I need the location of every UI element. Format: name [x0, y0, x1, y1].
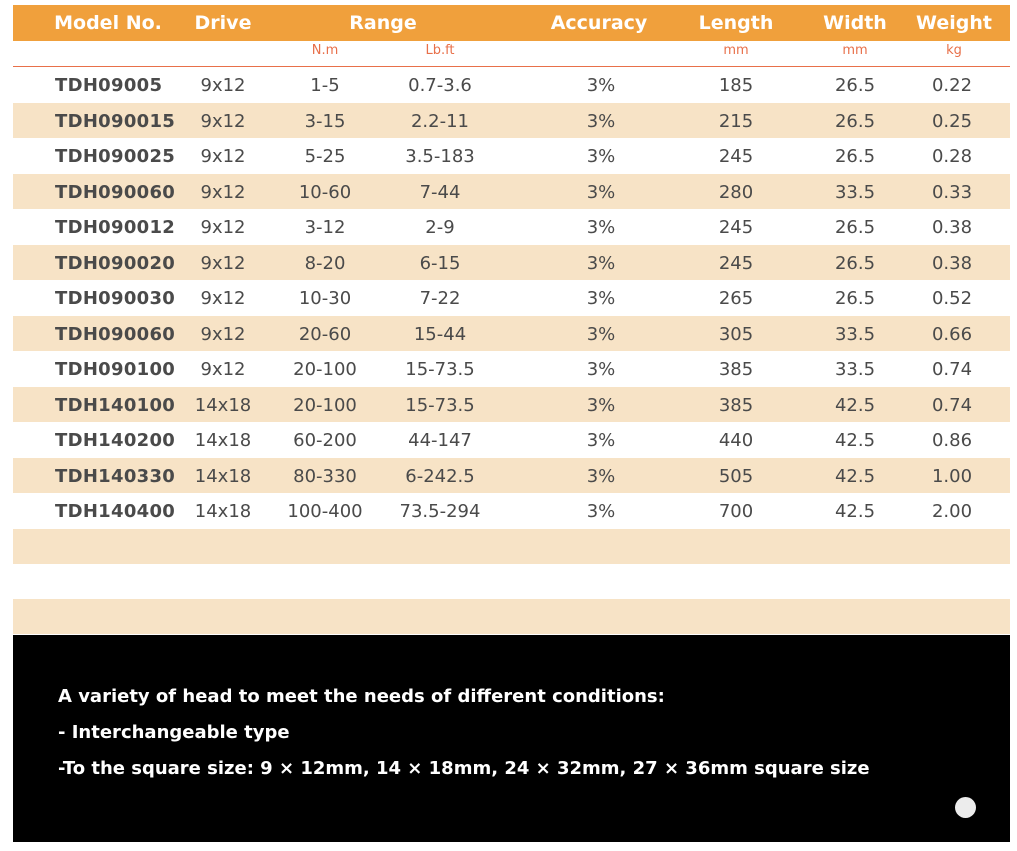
header-model: Model No. — [54, 12, 162, 34]
unit-row — [13, 41, 1010, 67]
cell-weight: 0.38 — [931, 217, 973, 238]
cell-model: TDH140200 — [55, 430, 176, 451]
cell-accuracy: 3% — [586, 323, 616, 345]
cell-weight: 0.25 — [931, 110, 973, 132]
table-row — [13, 103, 1010, 139]
cell-width: 42.5 — [834, 501, 876, 522]
cell-model: TDH090060 — [55, 323, 176, 345]
table-row — [13, 209, 1010, 245]
table-row — [13, 138, 1010, 174]
cell-lbft: 3.5-183 — [405, 146, 475, 167]
cell-weight: 0.38 — [931, 252, 973, 274]
cell-drive: 9x12 — [200, 323, 246, 345]
cell-weight: 0.33 — [931, 181, 973, 203]
cell-width: 26.5 — [834, 75, 876, 96]
cell-lbft: 6-242.5 — [405, 465, 475, 487]
cell-weight: 1.00 — [931, 465, 973, 487]
cell-width: 42.5 — [834, 430, 876, 451]
cell-nm: 100-400 — [287, 501, 363, 522]
header-length: Length — [698, 12, 774, 34]
cell-lbft: 15-44 — [413, 323, 467, 345]
cell-model: TDH090015 — [55, 110, 176, 132]
table-row — [13, 493, 1010, 529]
cell-accuracy: 3% — [586, 110, 616, 132]
cell-lbft: 73.5-294 — [399, 501, 481, 522]
cell-lbft: 2-9 — [425, 217, 455, 238]
unit-nm: N.m — [311, 43, 339, 58]
table-row — [13, 67, 1010, 103]
cell-drive: 9x12 — [200, 288, 246, 309]
cell-length: 185 — [718, 75, 754, 96]
cell-length: 440 — [718, 430, 754, 451]
cell-width: 42.5 — [834, 465, 876, 487]
cell-length: 305 — [718, 323, 754, 345]
cell-width: 33.5 — [834, 181, 876, 203]
cell-model: TDH090030 — [55, 288, 176, 309]
cell-length: 245 — [718, 252, 754, 274]
cell-width: 26.5 — [834, 288, 876, 309]
cell-accuracy: 3% — [586, 394, 616, 416]
header-weight: Weight — [916, 12, 992, 34]
cell-width: 26.5 — [834, 252, 876, 274]
cell-length: 505 — [718, 465, 754, 487]
cell-weight: 2.00 — [931, 501, 973, 522]
table-row — [13, 351, 1010, 387]
cell-width: 26.5 — [834, 110, 876, 132]
spec-table — [13, 5, 1010, 634]
table-row — [13, 245, 1010, 281]
cell-nm: 20-100 — [293, 359, 357, 380]
table-row — [13, 387, 1010, 423]
table-row — [13, 458, 1010, 494]
info-line-square-size: -To the square size: 9 × 12mm, 14 × 18mm, 24 × 32mm, 27 × 36mm square size — [58, 758, 870, 779]
cell-length: 385 — [718, 394, 754, 416]
cell-accuracy: 3% — [586, 75, 616, 96]
unit-width: mm — [842, 43, 868, 58]
cell-accuracy: 3% — [586, 465, 616, 487]
cell-drive: 14x18 — [194, 501, 252, 522]
cell-drive: 9x12 — [200, 252, 246, 274]
cell-accuracy: 3% — [586, 430, 616, 451]
cell-drive: 9x12 — [200, 181, 246, 203]
cell-accuracy: 3% — [586, 146, 616, 167]
cell-drive: 9x12 — [200, 217, 246, 238]
cell-nm: 80-330 — [293, 465, 357, 487]
cell-drive: 14x18 — [194, 430, 252, 451]
cell-nm: 20-100 — [293, 394, 357, 416]
table-header — [13, 5, 1010, 41]
cell-lbft: 15-73.5 — [405, 359, 475, 380]
empty-row — [13, 529, 1010, 564]
cell-lbft: 2.2-11 — [410, 110, 470, 132]
cell-accuracy: 3% — [586, 217, 616, 238]
cell-width: 26.5 — [834, 217, 876, 238]
cell-lbft: 7-22 — [419, 288, 461, 309]
cell-length: 245 — [718, 217, 754, 238]
cell-length: 245 — [718, 146, 754, 167]
cell-width: 33.5 — [834, 359, 876, 380]
cell-model: TDH09005 — [55, 75, 163, 96]
cell-nm: 10-30 — [298, 288, 352, 309]
unit-lbft: Lb.ft — [425, 43, 455, 58]
cell-drive: 9x12 — [200, 75, 246, 96]
cell-drive: 14x18 — [194, 394, 252, 416]
empty-row — [13, 599, 1010, 634]
cell-weight: 0.28 — [931, 146, 973, 167]
cell-width: 42.5 — [834, 394, 876, 416]
cell-weight: 0.22 — [931, 75, 973, 96]
cell-lbft: 44-147 — [408, 430, 472, 451]
cell-length: 700 — [718, 501, 754, 522]
cell-accuracy: 3% — [586, 288, 616, 309]
cell-weight: 0.74 — [931, 359, 973, 380]
cell-nm: 3-12 — [304, 217, 346, 238]
header-accuracy: Accuracy — [550, 12, 648, 34]
cell-model: TDH090060 — [55, 181, 176, 203]
cell-model: TDH140330 — [55, 465, 176, 487]
cell-drive: 14x18 — [194, 465, 252, 487]
cell-drive: 9x12 — [200, 110, 246, 132]
cell-model: TDH090020 — [55, 252, 176, 274]
cell-accuracy: 3% — [586, 501, 616, 522]
info-line-interchangeable: - Interchangeable type — [58, 722, 290, 743]
cell-width: 33.5 — [834, 323, 876, 345]
table-row — [13, 174, 1010, 210]
header-drive: Drive — [194, 12, 252, 34]
cell-length: 280 — [718, 181, 754, 203]
dot-icon — [955, 797, 976, 818]
cell-lbft: 0.7-3.6 — [408, 75, 472, 96]
cell-accuracy: 3% — [586, 252, 616, 274]
table-body — [13, 67, 1010, 529]
empty-row — [13, 564, 1010, 599]
unit-weight: kg — [946, 43, 962, 58]
cell-accuracy: 3% — [586, 359, 616, 380]
cell-lbft: 15-73.5 — [405, 394, 475, 416]
cell-model: TDH090025 — [55, 146, 176, 167]
header-range: Range — [349, 12, 417, 34]
table-row — [13, 316, 1010, 352]
unit-length: mm — [723, 43, 749, 58]
header-width: Width — [823, 12, 887, 34]
cell-accuracy: 3% — [586, 181, 616, 203]
cell-drive: 9x12 — [200, 359, 246, 380]
cell-lbft: 7-44 — [419, 181, 461, 203]
cell-drive: 9x12 — [200, 146, 246, 167]
cell-model: TDH140100 — [55, 394, 176, 416]
cell-nm: 60-200 — [293, 430, 357, 451]
table-row — [13, 422, 1010, 458]
cell-lbft: 6-15 — [419, 252, 461, 274]
cell-weight: 0.66 — [931, 323, 973, 345]
cell-width: 26.5 — [834, 146, 876, 167]
info-panel — [13, 635, 1010, 842]
cell-weight: 0.86 — [931, 430, 973, 451]
info-heading: A variety of head to meet the needs of different conditions: — [58, 686, 665, 707]
cell-nm: 20-60 — [298, 323, 352, 345]
table-row — [13, 280, 1010, 316]
cell-nm: 5-25 — [304, 146, 346, 167]
cell-length: 215 — [718, 110, 754, 132]
cell-model: TDH140400 — [55, 501, 176, 522]
cell-weight: 0.52 — [931, 288, 973, 309]
cell-nm: 1-5 — [310, 75, 340, 96]
cell-weight: 0.74 — [931, 394, 973, 416]
cell-length: 385 — [718, 359, 754, 380]
cell-length: 265 — [718, 288, 754, 309]
cell-model: TDH090012 — [55, 217, 176, 238]
cell-nm: 3-15 — [304, 110, 346, 132]
cell-nm: 10-60 — [298, 181, 352, 203]
cell-nm: 8-20 — [304, 252, 346, 274]
cell-model: TDH090100 — [55, 359, 176, 380]
